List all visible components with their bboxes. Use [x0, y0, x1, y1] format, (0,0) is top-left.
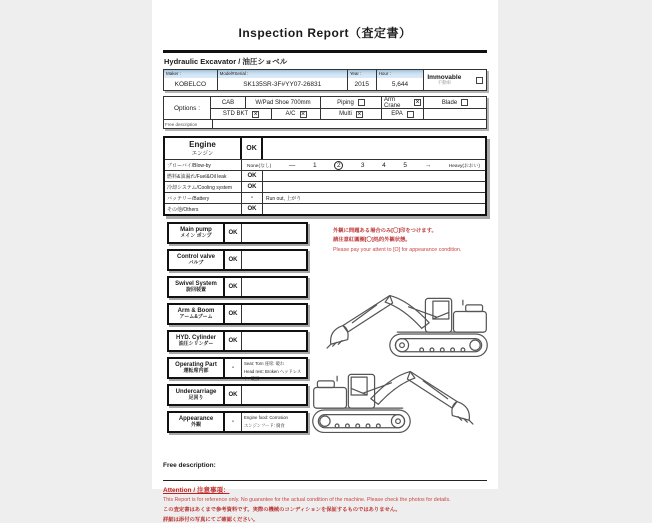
title-rule	[163, 50, 487, 53]
std-bkt-checkbox-icon: ×	[253, 110, 258, 118]
free-description-mini-field	[213, 120, 486, 128]
attention-line-jp2: 詳細は添付の写真にてご確認ください。	[163, 517, 259, 523]
model-value: SK135SR-3F#YY07-26831	[243, 80, 322, 88]
note-line-en: Please pay your attent to [O] for appearance condition.	[333, 246, 462, 253]
blowby-mark-4: 4	[382, 161, 386, 169]
item-appearance: Appearance 外観 - Engine food: Corrosion エンジンフード: 腐食	[167, 411, 308, 433]
blowby-selected-circle: 2	[334, 161, 343, 170]
options-row-1	[211, 97, 486, 108]
option-shoe: W/Pad Shoe 700mm	[246, 97, 321, 108]
options-free-description-row	[164, 119, 486, 128]
battery-status: -	[242, 193, 263, 203]
engine-header-row	[165, 138, 485, 159]
blowby-row	[165, 159, 485, 170]
note-line-cn: 請注意紅圓圈[〇]処的外観状態。	[333, 237, 411, 244]
note-line-jp: 外観に問題ある場合のみ[〇]印をつけます。	[333, 228, 437, 234]
item-undercarriage: Undercarriage 足回り OK	[167, 384, 308, 406]
attention-line-jp1: この査定書はあくまで参考資料です。実際の機械のコンディションを保証するものではありません。	[163, 507, 401, 513]
blowby-dash: —	[288, 161, 296, 169]
engine-title-jp: エンジン	[191, 151, 214, 157]
component-checklist	[167, 222, 308, 438]
option-arm-crane: Arm Crane ×	[382, 97, 424, 108]
inspection-main-area	[163, 222, 487, 450]
swivel-system-status: OK	[225, 278, 242, 296]
hyd-cylinder-status: OK	[225, 332, 242, 350]
others-row: その他/Others OK	[165, 203, 485, 214]
engine-title: Engine	[189, 140, 216, 149]
epa-checkbox-icon	[407, 111, 414, 118]
item-main-pump: Main pump メイン ポンプ OK	[167, 222, 308, 244]
appearance-status: -	[225, 413, 242, 431]
machine-info-table	[163, 69, 487, 91]
maker-cell	[164, 70, 218, 90]
engine-table	[163, 136, 487, 216]
option-multi: Multi ×	[321, 109, 382, 119]
option-blade: Blade	[424, 97, 486, 108]
item-swivel-system: Swivel System 旋回装置 OK	[167, 276, 308, 298]
attention-title: Attention / 注意事項：	[163, 487, 230, 494]
blowby-arrow: →	[424, 161, 432, 169]
option-ac: A/C ×	[272, 109, 321, 119]
item-control-valve: Control valve バルブ OK	[167, 249, 308, 271]
free-description-mini-label: Free description	[164, 120, 213, 128]
free-description-label: Free description:	[163, 462, 216, 469]
excavator-drawing-bottom	[309, 350, 487, 436]
hour-cell	[377, 70, 425, 90]
options-row-2	[211, 108, 486, 119]
excavator-drawing-top	[313, 274, 491, 360]
blowby-label: ブローバイ/Blow-by	[165, 160, 242, 170]
attention-section	[163, 485, 487, 523]
immovable-cell	[424, 70, 486, 90]
arm-crane-checkbox-icon: ×	[415, 99, 420, 106]
item-operating-part: Operating Part 運転席内部 - Seat: Torn 座席: 破れ Head rest: Broken ヘッドレスト: 破損	[167, 357, 308, 379]
hour-label: Hour :	[377, 70, 424, 78]
cooling-system-row: 冷却システム/Cooling system OK	[165, 181, 485, 192]
ac-checkbox-icon: ×	[300, 110, 306, 118]
operating-part-status: -	[225, 359, 242, 377]
blowby-heavy-label: Heavy(おおい)	[448, 163, 480, 169]
engine-status: OK	[242, 138, 263, 159]
others-status: OK	[242, 204, 263, 214]
multi-checkbox-icon: ×	[357, 110, 362, 118]
cooling-system-status: OK	[242, 182, 263, 192]
appearance-note	[333, 227, 487, 255]
options-table	[163, 96, 487, 129]
hour-value: 5,644	[391, 80, 409, 88]
page-title: Inspection Report（査定書）	[238, 26, 412, 40]
blade-checkbox-icon	[461, 99, 468, 106]
model-cell	[218, 70, 348, 90]
immovable-checkbox-icon	[476, 77, 483, 84]
control-valve-status: OK	[225, 251, 242, 269]
battery-row: バッテリー/Battery - Run out, 上がり	[165, 192, 485, 203]
year-value: 2015	[354, 80, 369, 88]
options-label: Options :	[164, 97, 211, 119]
blowby-none-label: None(なし)	[247, 163, 272, 169]
report-page	[152, 0, 498, 523]
fuel-oil-leak-row: 燃料&油漏れ/Fuel&Oil leak OK	[165, 170, 485, 181]
option-std-bkt: STD BKT ×	[211, 109, 272, 119]
free-description-section	[163, 454, 487, 481]
option-cab: CAB	[211, 97, 246, 108]
maker-value: KOBELCO	[174, 80, 207, 88]
maker-label: Maker :	[164, 70, 217, 78]
blowby-scale	[242, 160, 485, 170]
blowby-mark-1: 1	[313, 161, 317, 169]
option-epa: EPA	[382, 109, 424, 119]
immovable-label-jp: 不動車	[437, 80, 452, 86]
item-hyd-cylinder: HYD. Cylinder 油圧シリンダー OK	[167, 330, 308, 352]
model-label: Model#Serial :	[218, 70, 347, 78]
blowby-mark-3: 3	[360, 161, 365, 169]
main-pump-status: OK	[225, 224, 242, 242]
arm-boom-status: OK	[225, 305, 242, 323]
engine-header-comment	[263, 138, 485, 159]
year-label: Year :	[348, 70, 376, 78]
blowby-mark-5: 5	[403, 161, 408, 169]
piping-checkbox-icon	[358, 99, 365, 106]
attention-line-en: This Report is for reference only. No guarantee for the actual condition of the machine. Please check the photos for details.	[163, 497, 451, 503]
appearance-note-and-drawings	[309, 222, 487, 450]
year-cell	[348, 70, 377, 90]
fuel-oil-leak-status: OK	[242, 171, 263, 181]
machine-type-heading: Hydraulic Excavator / 油圧ショベル	[164, 57, 288, 66]
option-piping: Piping	[321, 97, 382, 108]
immovable-label: Immovable	[427, 73, 462, 81]
item-arm-boom: Arm & Boom アーム&ブーム OK	[167, 303, 308, 325]
undercarriage-status: OK	[225, 386, 242, 404]
option-empty	[424, 109, 486, 119]
